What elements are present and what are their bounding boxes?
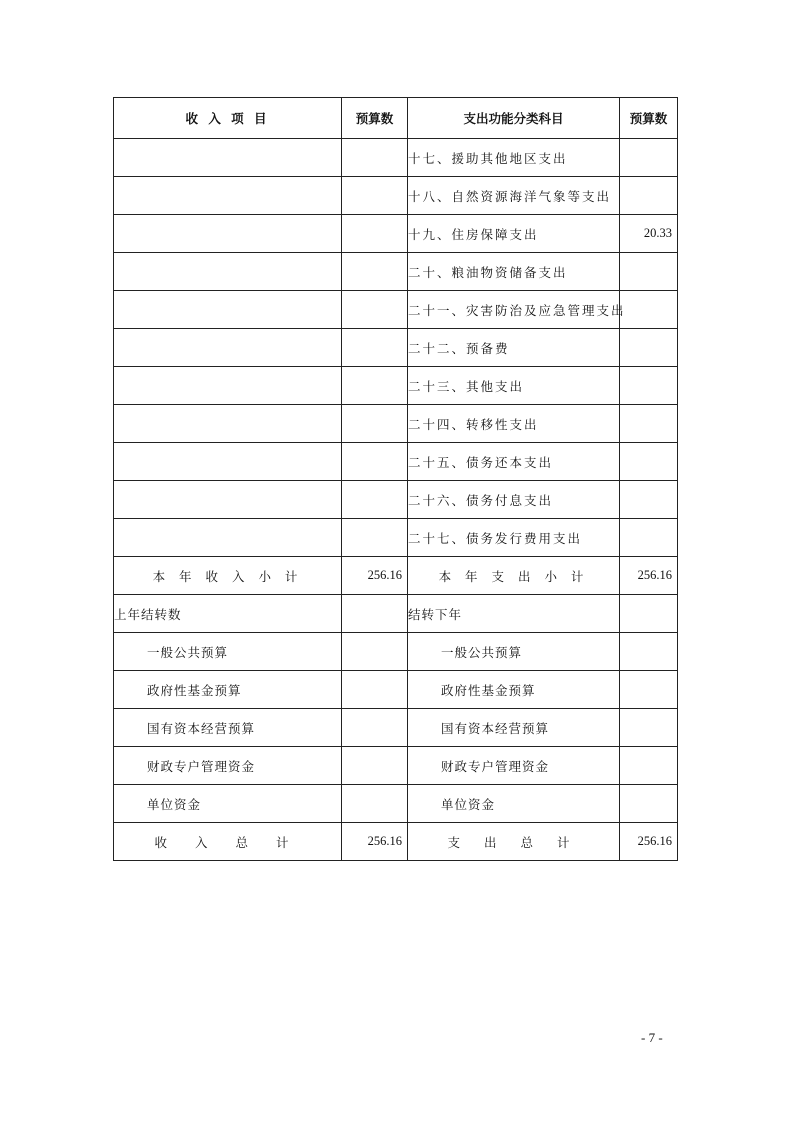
expense-value: [620, 291, 678, 329]
expense-value: [620, 329, 678, 367]
expense-label: 二十五、债务还本支出: [408, 443, 620, 481]
expense-subtotal-value: 256.16: [620, 557, 678, 595]
table-row: [114, 785, 678, 823]
expense-label: 十八、自然资源海洋气象等支出: [408, 177, 620, 215]
expense-subtotal-label: 本 年 支 出 小 计: [408, 557, 620, 595]
expense-value: [620, 177, 678, 215]
table-row: [114, 671, 678, 709]
expense-label: 十七、援助其他地区支出: [408, 139, 620, 177]
table-row: [114, 747, 678, 785]
subtotal-row: [114, 557, 678, 595]
expense-value: [620, 139, 678, 177]
income-carryover-title: 上年结转数: [114, 595, 342, 633]
expense-carryover-item: 国有资本经营预算: [408, 709, 620, 747]
expense-total-label: 支 出 总 计: [408, 823, 620, 861]
table-header-row: [114, 98, 678, 139]
income-carryover-item: 一般公共预算: [114, 633, 342, 671]
expense-value: [620, 443, 678, 481]
income-total-value: 256.16: [342, 823, 408, 861]
expense-value: 20.33: [620, 215, 678, 253]
income-total-label: 收 入 总 计: [114, 823, 342, 861]
table-row: [114, 405, 678, 443]
table-row: [114, 253, 678, 291]
expense-value: [620, 367, 678, 405]
table-row: [114, 481, 678, 519]
table-row: [114, 291, 678, 329]
expense-carryover-item: 财政专户管理资金: [408, 747, 620, 785]
expense-carryover-item: 单位资金: [408, 785, 620, 823]
page-number: - 7 -: [641, 1030, 663, 1045]
budget-table: [113, 97, 678, 861]
table-row: [114, 709, 678, 747]
table-row: [114, 367, 678, 405]
budget-left-header: 预算数: [342, 98, 408, 139]
income-subtotal-value: 256.16: [342, 557, 408, 595]
income-item-header: 收 入 项 目: [114, 98, 342, 139]
carryover-title-row: [114, 595, 678, 633]
expense-carryover-item: 一般公共预算: [408, 633, 620, 671]
expense-category-header: 支出功能分类科目: [408, 98, 620, 139]
expense-label: 二十四、转移性支出: [408, 405, 620, 443]
income-carryover-item: 单位资金: [114, 785, 342, 823]
expense-value: [620, 519, 678, 557]
expense-label: 二十二、预备费: [408, 329, 620, 367]
expense-label: 二十三、其他支出: [408, 367, 620, 405]
table-row: [114, 139, 678, 177]
expense-label: 二十、粮油物资储备支出: [408, 253, 620, 291]
expense-carryover-item: 政府性基金预算: [408, 671, 620, 709]
expense-value: [620, 481, 678, 519]
table-row: [114, 329, 678, 367]
income-carryover-item: 国有资本经营预算: [114, 709, 342, 747]
table-row: [114, 177, 678, 215]
income-carryover-item: 财政专户管理资金: [114, 747, 342, 785]
income-carryover-item: 政府性基金预算: [114, 671, 342, 709]
table-row: [114, 633, 678, 671]
table-row: [114, 443, 678, 481]
expense-value: [620, 405, 678, 443]
expense-label: 十九、住房保障支出: [408, 215, 620, 253]
expense-value: [620, 253, 678, 291]
expense-carryover-title: 结转下年: [408, 595, 620, 633]
expense-label: 二十一、灾害防治及应急管理支出: [408, 291, 620, 329]
income-subtotal-label: 本 年 收 入 小 计: [114, 557, 342, 595]
budget-right-header: 预算数: [620, 98, 678, 139]
total-row: [114, 823, 678, 861]
expense-label: 二十六、债务付息支出: [408, 481, 620, 519]
expense-label: 二十七、债务发行费用支出: [408, 519, 620, 557]
table-row: [114, 215, 678, 253]
table-row: [114, 519, 678, 557]
expense-total-value: 256.16: [620, 823, 678, 861]
